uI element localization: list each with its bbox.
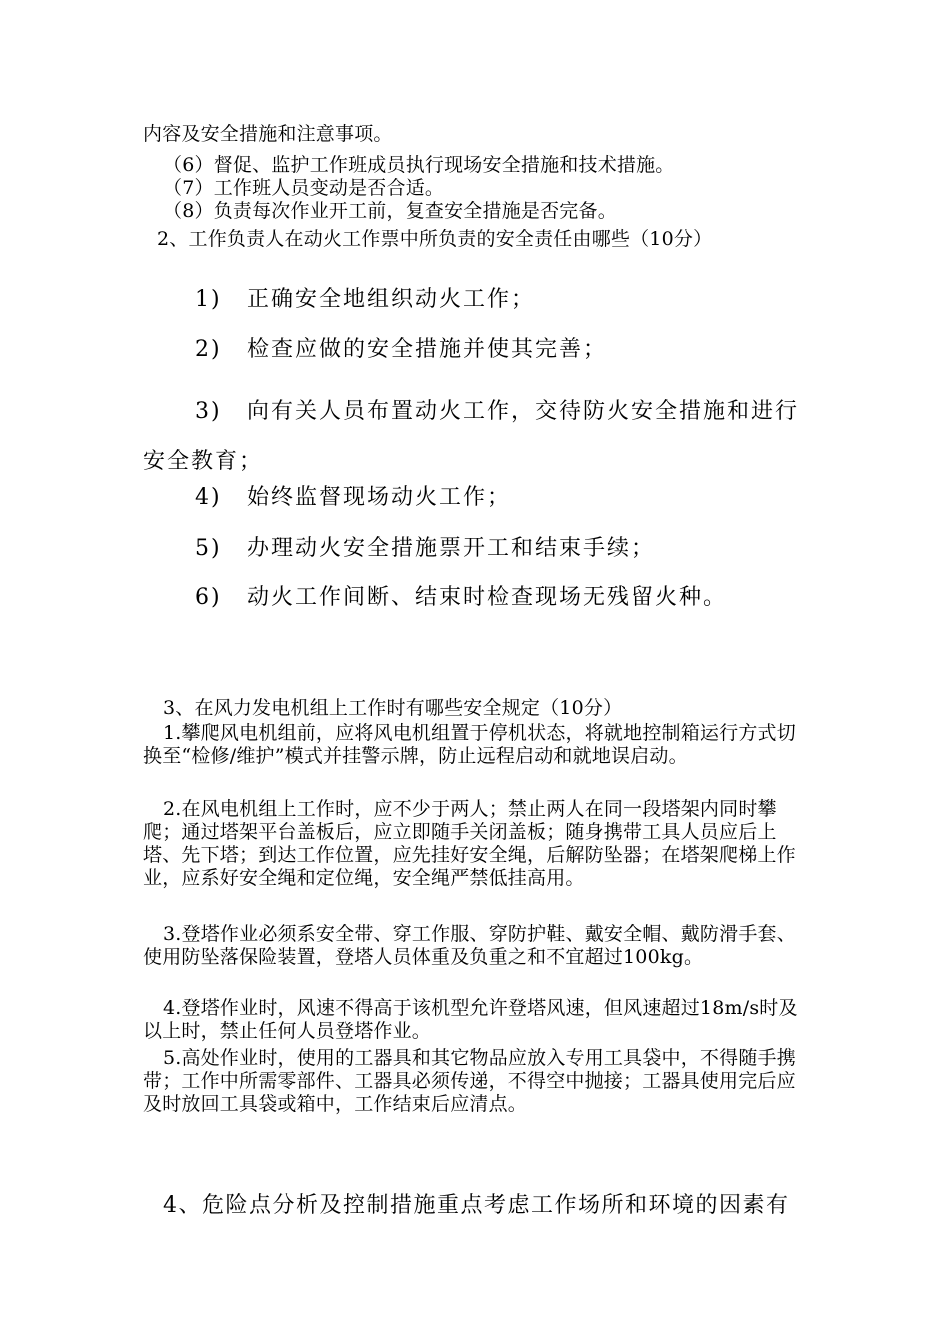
- section2-item-1: [143, 287, 811, 313]
- section2-item-6-text: 动火工作间断、结束时检查现场无残留火种。: [247, 585, 728, 610]
- section2-item-2: [143, 337, 811, 363]
- section2-item-3: [143, 387, 811, 487]
- section3-item-3: 3.登塔作业必须系安全带、穿工作服、穿防护鞋、戴安全帽、戴防滑手套、使用防坠落保险装置，登塔人员体重及负重之和不宜超过100kg。: [143, 923, 796, 968]
- section2-item-4-number: 4): [195, 485, 222, 510]
- section1-item-8: （8）负责每次作业开工前，复查安全措施是否完备。: [163, 200, 617, 222]
- section1-item-7: （7）工作班人员变动是否合适。: [163, 177, 445, 199]
- section2-item-6-number: 6): [195, 585, 222, 610]
- section1-item-6: （6）督促、监护工作班成员执行现场安全措施和技术措施。: [163, 154, 675, 176]
- section2-item-5-number: 5): [195, 536, 222, 561]
- section3-item-2: 2.在风电机组上工作时，应不少于两人；禁止两人在同一段塔架内同时攀爬；通过塔架平台盖板后，应立即随手关闭盖板；随身携带工具人员应后上塔、先下塔；到达工作位置，应先挂好安全绳，后解防坠器；在塔架爬梯上作业，应系好安全绳和定位绳，安全绳严禁低挂高用。: [143, 798, 796, 889]
- section2-item-2-text: 检查应做的安全措施并使其完善；: [247, 337, 608, 362]
- section1-continuation: 内容及安全措施和注意事项。: [143, 123, 393, 145]
- section2-question: 2、工作负责人在动火工作票中所负责的安全责任由哪些（10分）: [157, 228, 713, 250]
- section3-item-1: 1.攀爬风电机组前，应将风电机组置于停机状态，将就地控制箱运行方式切换至“检修/维护”模式并挂警示牌，防止远程启动和就地误启动。: [143, 722, 796, 767]
- section2-item-3-text: 向有关人员布置动火工作，交待防火安全措施和进行安全教育；: [143, 399, 800, 474]
- section2-item-5: [143, 536, 811, 562]
- section2-item-3-number: 3): [195, 399, 222, 424]
- section2-item-2-number: 2): [195, 337, 222, 362]
- section2-item-6: [143, 585, 811, 611]
- section2-item-1-text: 正确安全地组织动火工作；: [247, 287, 536, 312]
- section3-item-5: 5.高处作业时，使用的工器具和其它物品应放入专用工具袋中，不得随手携带；工作中所需零部件、工器具必须传递，不得空中抛接；工器具使用完后应及时放回工具袋或箱中，工作结束后应清点。: [143, 1047, 796, 1115]
- section3-question: 3、在风力发电机组上工作时有哪些安全规定（10分）: [163, 697, 623, 719]
- section2-item-1-number: 1): [195, 287, 222, 312]
- section2-item-5-text: 办理动火安全措施票开工和结束手续；: [247, 536, 656, 561]
- section2-item-4-text: 始终监督现场动火工作；: [247, 485, 512, 510]
- section2-item-4: [143, 485, 811, 511]
- section3-item-4: 4.登塔作业时，风速不得高于该机型允许登塔风速，但风速超过18m/s时及以上时，禁止任何人员登塔作业。: [143, 997, 798, 1042]
- section4-question: 4、危险点分析及控制措施重点考虑工作场所和环境的因素有: [163, 1193, 790, 1218]
